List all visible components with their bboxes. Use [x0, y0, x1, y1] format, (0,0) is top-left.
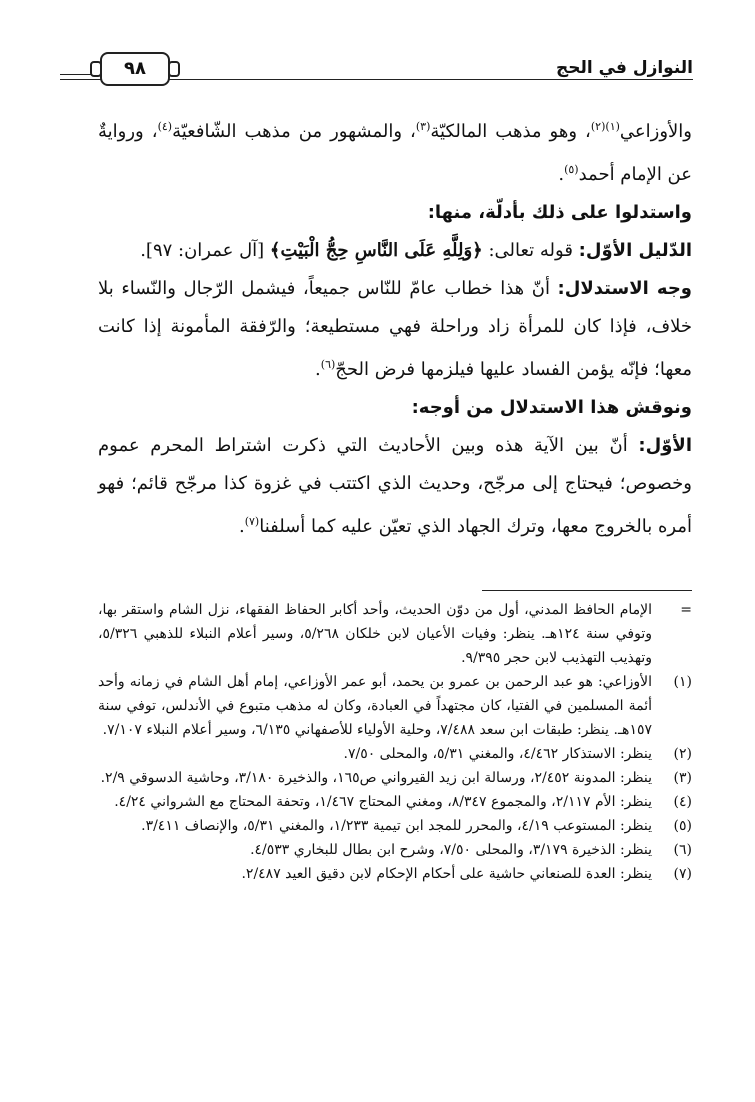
footnote: (١) الأوزاعي: هو عبد الرحمن بن عمرو بن يحمد، أبو عمر الأوزاعي، إمام أهل الشام في زمانه وأحد أئمة المسلمين في الفتيا، كان مجتهداً في العبادة، وكان له مذهب متبوع في الأندلس، توفي سنة ١٥٧هـ. ينظر: طبقات ابن سعد ٧/٤٨٨، وحلية الأولياء للأصفهاني ٦/١٣٥، وسير أعلام النبلاء ٧/١٠٧.	[98, 674, 692, 738]
section-heading: ونوقش هذا الاستدلال من أوجه:	[411, 397, 692, 418]
paragraph: وجه الاستدلال: أنّ هذا خطاب عامّ للنّاس جميعاً، فيشمل الرّجال والنّساء بلا خلاف، فإذا كان للمرأة زاد وراحلة فهي مستطيعة؛ والرّفقة المأمونة إذا كانت معها؛ فإنّه يؤمن الفساد عليها فيلزمها فرض الحجّ$^{(٦)}$.	[98, 278, 692, 380]
paragraph: الدّليل الأوّل: قوله تعالى: ﴿وَلِلَّهِ عَلَى النَّاسِ حِجُّ الْبَيْتِ﴾ [آل عمران: ٩٧].	[140, 240, 692, 261]
footnote-ref[interactable]: (١)(٢)	[590, 120, 620, 133]
page-number: ٩٨	[100, 52, 170, 86]
footnote-ref[interactable]: (٥)	[564, 163, 579, 176]
section-heading: واستدلوا على ذلك بأدلّة، منها:	[427, 202, 692, 223]
running-title: النوازل في الحج	[555, 58, 693, 78]
footnote-ref[interactable]: (٦)	[320, 358, 336, 371]
main-text	[98, 108, 692, 546]
footnote: (٥) ينظر: المستوعب ٤/١٩، والمحرر للمجد ابن تيمية ١/٢٣٣، والمغني ٥/٣١، والإنصاف ٣/٤١١.	[141, 818, 692, 834]
footnote: (٣) ينظر: المدونة ٢/٤٥٢، ورسالة ابن زيد القيرواني ص١٦٥، والذخيرة ٣/١٨٠، وحاشية الدسوقي ٢/٩.	[100, 770, 692, 786]
footnote-ref[interactable]: (٣)	[415, 120, 431, 133]
footnote-separator	[482, 590, 692, 591]
paragraph: والأوزاعي$^{(١)(٢)}$، وهو مذهب المالكيّة$^{(٣)}$، والمشهور من مذهب الشّافعيّة$^{(٤)}$، وروايةٌ عن الإمام أحمد$^{(٥)}$.	[98, 120, 692, 185]
paragraph: الأوّل: أنّ بين الآية هذه وبين الأحاديث التي ذكرت اشتراط المحرم عموم وخصوص؛ فيحتاج إلى مرجّح، وحديث الذي اكتتب في غزوة كذا مرجّح قائم؛ فهو أمره بالخروج معها، وترك الجهاد الذي تعيّن عليه كما أسلفنا$^{(٧)}$.	[98, 435, 692, 537]
footnote-ref[interactable]: (٧)	[244, 515, 260, 528]
footnote: (٤) ينظر: الأم ٢/١١٧، والمجموع ٨/٣٤٧، ومغني المحتاج ١/٤٦٧، وتحفة المحتاج مع الشرواني ٤/٢٤.	[114, 794, 692, 810]
footnote: (٧) ينظر: العدة للصنعاني حاشية على أحكام الإحكام لابن دقيق العيد ٢/٤٨٧.	[241, 866, 692, 882]
quran-verse: ﴿وَلِلَّهِ عَلَى النَّاسِ حِجُّ الْبَيْتِ﴾	[269, 240, 483, 261]
footnote-ref[interactable]: (٤)	[157, 120, 173, 133]
footnote: (٢) ينظر: الاستذكار ٤/٤٦٢، والمغني ٥/٣١، والمحلى ٧/٥٠.	[343, 746, 692, 762]
footnote: (٦) ينظر: الذخيرة ٣/١٧٩، والمحلى ٧/٥٠، وشرح ابن بطال للبخاري ٤/٥٣٣.	[250, 842, 692, 858]
footnotes	[98, 598, 692, 886]
footnote: = الإمام الحافظ المدني، أول من دوّن الحديث، وأحد أكابر الحفاظ الفقهاء، نزل الشام واستقر بها، وتوفي سنة ١٢٤هـ. ينظر: وفيات الأعيان لابن خلكان ٥/٢٦٨، وسير أعلام النبلاء للذهبي ٥/٣٢٦، وتهذيب التهذيب لابن حجر ٩/٣٩٥.	[98, 602, 692, 666]
page-header	[60, 52, 693, 88]
